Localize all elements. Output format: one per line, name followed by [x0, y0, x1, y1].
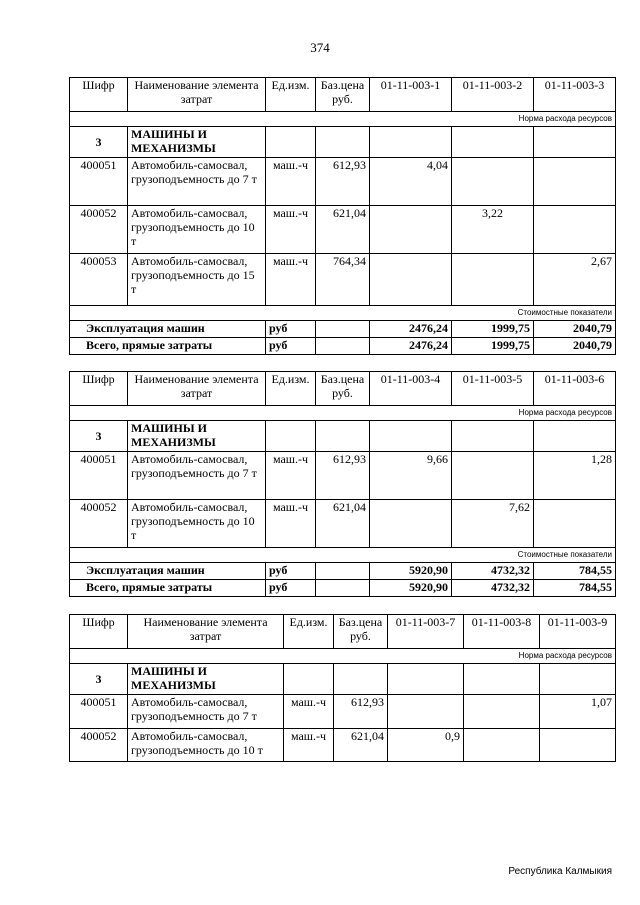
- table-row: [70, 500, 616, 548]
- row-code: 400051: [70, 452, 128, 500]
- row-value: 1,28: [534, 452, 616, 500]
- row-value: 4,04: [370, 158, 452, 206]
- row-unit: маш.-ч: [266, 206, 316, 254]
- total-label: Всего, прямые затраты: [70, 580, 266, 597]
- band-cost: Стоимостные показатели: [70, 548, 616, 563]
- total-value: 4732,32: [452, 580, 534, 597]
- header-name: Наименование элемента затрат: [128, 372, 266, 406]
- table-row: [70, 206, 616, 254]
- resource-table-3: [69, 614, 616, 762]
- total-value: 784,55: [534, 580, 616, 597]
- header-code: Шифр: [70, 615, 128, 649]
- table-row: [70, 254, 616, 306]
- section-code: 3: [70, 664, 128, 695]
- total-value: 5920,90: [370, 580, 452, 597]
- row-value: 9,66: [370, 452, 452, 500]
- row-price: 764,34: [316, 254, 370, 306]
- header-column: 01-11-003-3: [534, 78, 616, 112]
- header-unit: Ед.изм.: [284, 615, 334, 649]
- section-code: 3: [70, 421, 128, 452]
- total-row: [70, 580, 616, 597]
- row-value: 3,22: [452, 206, 534, 254]
- total-unit: руб: [266, 563, 316, 580]
- total-label: Эксплуатация машин: [70, 321, 266, 338]
- row-value: [540, 729, 616, 762]
- section-code: 3: [70, 127, 128, 158]
- row-value: [370, 500, 452, 548]
- total-unit: руб: [266, 321, 316, 338]
- row-value: [534, 206, 616, 254]
- resource-table-2: [69, 371, 616, 597]
- row-value: [370, 206, 452, 254]
- row-value: [534, 158, 616, 206]
- row-value: [388, 695, 464, 729]
- row-name: Автомобиль-самосвал, грузоподъемность до 7 т: [128, 452, 266, 500]
- resource-table-1: [69, 77, 616, 355]
- total-value: 784,55: [534, 563, 616, 580]
- row-unit: маш.-ч: [266, 500, 316, 548]
- row-unit: маш.-ч: [284, 729, 334, 762]
- row-price: 621,04: [316, 500, 370, 548]
- header-name: Наименование элемента затрат: [128, 78, 266, 112]
- row-price: 621,04: [316, 206, 370, 254]
- header-code: Шифр: [70, 78, 128, 112]
- row-value: 2,67: [534, 254, 616, 306]
- row-code: 400052: [70, 500, 128, 548]
- row-value: [452, 452, 534, 500]
- row-code: 400052: [70, 729, 128, 762]
- row-price: 621,04: [334, 729, 388, 762]
- header-column: 01-11-003-8: [464, 615, 540, 649]
- row-code: 400052: [70, 206, 128, 254]
- row-value: 1,07: [540, 695, 616, 729]
- total-value: 1999,75: [452, 321, 534, 338]
- section-name: МАШИНЫ И МЕХАНИЗМЫ: [128, 664, 284, 695]
- header-column: 01-11-003-6: [534, 372, 616, 406]
- row-name: Автомобиль-самосвал, грузоподъемность до 10 т: [128, 500, 266, 548]
- band-norm: Норма расхода ресурсов: [70, 112, 616, 127]
- header-code: Шифр: [70, 372, 128, 406]
- row-name: Автомобиль-самосвал, грузоподъемность до 15 т: [128, 254, 266, 306]
- row-value: [534, 500, 616, 548]
- total-label: Эксплуатация машин: [70, 563, 266, 580]
- header-price: Баз.цена руб.: [316, 372, 370, 406]
- table-row: [70, 452, 616, 500]
- footer-region: Республика Калмыкия: [508, 866, 612, 877]
- row-value: 7,62: [452, 500, 534, 548]
- total-unit: руб: [266, 580, 316, 597]
- row-unit: маш.-ч: [266, 452, 316, 500]
- header-column: 01-11-003-2: [452, 78, 534, 112]
- page-number: 374: [310, 40, 330, 55]
- header-unit: Ед.изм.: [266, 78, 316, 112]
- total-row: [70, 338, 616, 355]
- row-name: Автомобиль-самосвал, грузоподъемность до 10 т: [128, 729, 284, 762]
- row-value: 0,9: [388, 729, 464, 762]
- row-code: 400053: [70, 254, 128, 306]
- header-column: 01-11-003-5: [452, 372, 534, 406]
- total-row: [70, 563, 616, 580]
- header-price: Баз.цена руб.: [316, 78, 370, 112]
- total-value: 4732,32: [452, 563, 534, 580]
- band-cost: Стоимостные показатели: [70, 306, 616, 321]
- total-unit: руб: [266, 338, 316, 355]
- section-name: МАШИНЫ И МЕХАНИЗМЫ: [128, 421, 266, 452]
- row-code: 400051: [70, 695, 128, 729]
- header-column: 01-11-003-1: [370, 78, 452, 112]
- header-column: 01-11-003-4: [370, 372, 452, 406]
- row-price: 612,93: [316, 158, 370, 206]
- row-code: 400051: [70, 158, 128, 206]
- header-column: 01-11-003-7: [388, 615, 464, 649]
- total-value: 5920,90: [370, 563, 452, 580]
- total-value: 1999,75: [452, 338, 534, 355]
- total-value: 2040,79: [534, 338, 616, 355]
- total-value: 2476,24: [370, 321, 452, 338]
- row-unit: маш.-ч: [266, 158, 316, 206]
- total-label: Всего, прямые затраты: [70, 338, 266, 355]
- band-norm: Норма расхода ресурсов: [70, 649, 616, 664]
- total-value: 2040,79: [534, 321, 616, 338]
- row-price: 612,93: [334, 695, 388, 729]
- header-price: Баз.цена руб.: [334, 615, 388, 649]
- row-unit: маш.-ч: [284, 695, 334, 729]
- row-name: Автомобиль-самосвал, грузоподъемность до 10 т: [128, 206, 266, 254]
- row-price: 612,93: [316, 452, 370, 500]
- table-row: [70, 158, 616, 206]
- section-name: МАШИНЫ И МЕХАНИЗМЫ: [128, 127, 266, 158]
- header-column: 01-11-003-9: [540, 615, 616, 649]
- table-row: [70, 729, 616, 762]
- row-value: [370, 254, 452, 306]
- row-value: [452, 158, 534, 206]
- table-row: [70, 695, 616, 729]
- row-value: [464, 729, 540, 762]
- total-value: 2476,24: [370, 338, 452, 355]
- header-name: Наименование элемента затрат: [128, 615, 284, 649]
- header-unit: Ед.изм.: [266, 372, 316, 406]
- row-unit: маш.-ч: [266, 254, 316, 306]
- row-name: Автомобиль-самосвал, грузоподъемность до 7 т: [128, 158, 266, 206]
- row-value: [452, 254, 534, 306]
- total-row: [70, 321, 616, 338]
- row-value: [464, 695, 540, 729]
- row-name: Автомобиль-самосвал, грузоподъемность до 7 т: [128, 695, 284, 729]
- band-norm: Норма расхода ресурсов: [70, 406, 616, 421]
